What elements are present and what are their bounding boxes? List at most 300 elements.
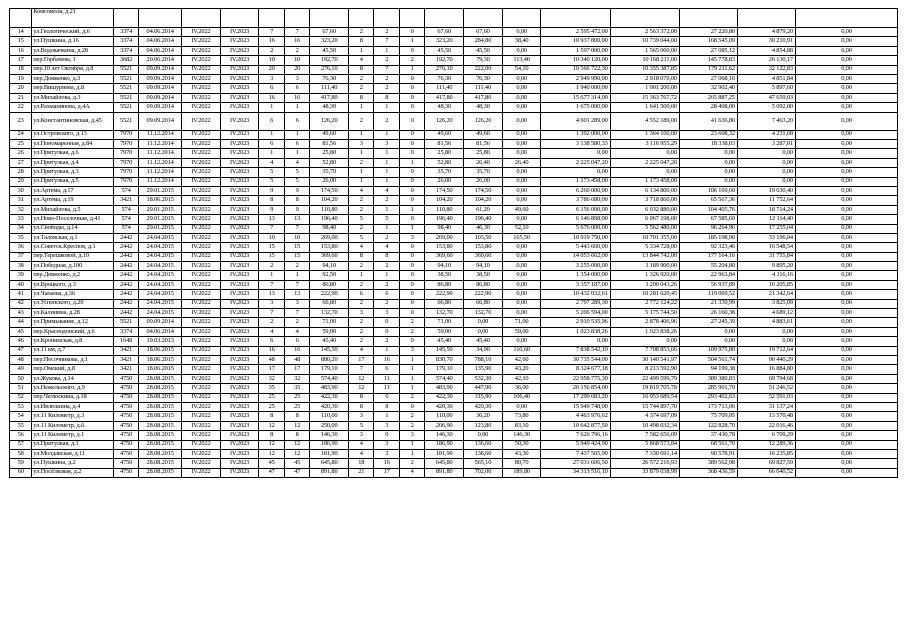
table-cell: 168 545,09 [679,37,737,46]
table-cell: 196,40 [464,215,503,224]
table-cell: 4 116,16 [737,271,795,280]
table-cell: 26,00 [425,177,464,186]
table-cell: 25,80 [310,149,349,158]
table-cell: 10 281 620,45 [610,290,679,299]
table-cell: IV.2022 [182,309,221,318]
table-cell: 10 739 044,00 [610,37,679,46]
table-cell: 0,00 [502,74,541,83]
table-cell: 1 [349,168,374,177]
cell [795,9,897,28]
table-cell: 10 [259,233,284,242]
table-cell: 17 [374,468,399,477]
table-cell: 0 [399,28,424,37]
table-cell: 2442 [113,309,138,318]
table-cell: 4750 [113,468,138,477]
cell [502,9,541,28]
table-cell: IV.2022 [182,158,221,167]
table-cell: 41 636,80 [679,112,737,130]
table-cell: 6 [284,84,309,93]
table-cell: 10 340 120,00 [541,56,610,65]
table-cell: 830,70 [425,355,464,364]
table-cell: 16 [374,459,399,468]
table-cell: IV.2023 [220,252,259,261]
address-cell: ул.Притулкая, д.6 [32,149,113,158]
table-cell: 3 290 043,26 [610,280,679,289]
table-cell: 17 299 683,20 [541,393,610,402]
table-cell: IV.2022 [182,355,221,364]
table-cell: IV.2022 [182,402,221,411]
table-cell: 1 [259,271,284,280]
table-cell: 0 [399,177,424,186]
table-cell: IV.2022 [182,205,221,214]
table-row [10,299,898,308]
table-cell: 2 [374,56,399,65]
table-cell: 2442 [113,271,138,280]
table-cell: 2442 [113,252,138,261]
table-cell: 0,00 [464,318,503,327]
table-cell: 153,80 [464,243,503,252]
table-cell: 5 206 594,00 [541,309,610,318]
table-cell: 153,80 [310,243,349,252]
table-cell: 81,56 [310,140,349,149]
table-cell: 16 953 689,54 [610,393,679,402]
table-cell: 25 [284,393,309,402]
table-cell: 1 392 000,00 [541,130,610,139]
table-cell: IV.2022 [182,327,221,336]
table-cell: 2 [349,205,374,214]
table-cell: 0,00 [795,262,897,271]
table-cell: 891,80 [425,468,464,477]
table-row [10,56,898,65]
table-cell: 1 [374,205,399,214]
row-number-cell: 50 [10,374,32,383]
table-cell: 2 [399,318,424,327]
table-row [10,440,898,449]
table-cell: 0,00 [795,65,897,74]
address-cell: ул.Михайлова, д.5 [32,205,113,214]
table-cell: 0,00 [541,168,610,177]
table-row [10,412,898,421]
table-cell: 3 [399,233,424,242]
table-cell: 0,00 [795,196,897,205]
table-cell: 0,00 [795,186,897,195]
table-cell: 2 [399,56,424,65]
table-cell: 106,40 [502,393,541,402]
table-row [10,346,898,355]
table-cell: 6 [284,112,309,130]
address-cell: ул.11 км, д.7 [32,346,113,355]
table-cell: 0,00 [795,93,897,102]
table-cell: 66,80 [310,299,349,308]
table-cell: 3 825,09 [737,299,795,308]
table-cell: 7 437 505,90 [541,449,610,458]
table-cell: IV.2023 [220,224,259,233]
housing-register-table [9,8,898,478]
table-cell: 31 137,24 [737,402,795,411]
row-number-cell: 20 [10,84,32,93]
table-cell: 222,90 [310,290,349,299]
table-cell: 6 [349,290,374,299]
table-cell: 0,00 [541,337,610,346]
table-cell: 76,30 [425,74,464,83]
table-cell: 0,00 [795,56,897,65]
table-cell: IV.2023 [220,158,259,167]
table-cell: 52 591,03 [737,393,795,402]
table-cell: 2 225 047,20 [610,158,679,167]
table-cell: 19.03.2013 [139,337,182,346]
table-cell: 34 313 516,10 [541,468,610,477]
table-cell: 0,00 [795,374,897,383]
cell [284,9,309,28]
table-cell: IV.2023 [220,93,259,102]
address-cell: ул.Посёлковая, д.2 [32,468,113,477]
table-cell: IV.2022 [182,65,221,74]
address-cell: ул.Притулкая, д.3 [32,168,113,177]
table-cell: 4 [284,327,309,336]
table-cell: 146,30 [310,431,349,440]
table-cell: 0 [399,243,424,252]
table-cell: 8 [284,412,309,421]
address-cell: ул.Притулкая, д.4 [32,158,113,167]
table-cell: 3374 [113,28,138,37]
table-cell: 285 901,70 [679,384,737,393]
table-cell: 0 [399,84,424,93]
table-cell: 9 [259,205,284,214]
table-cell: 6 [259,84,284,93]
table-cell: 3 [374,449,399,458]
table-cell: IV.2023 [220,215,259,224]
address-cell: ул.Победная, д.100 [32,262,113,271]
table-cell: 24.04.2015 [139,280,182,289]
table-cell: 75 709,05 [679,412,737,421]
continuation-row [10,9,898,28]
table-cell: 09.09.2014 [139,103,182,112]
table-cell: 5 092,00 [737,103,795,112]
table-cell: 98,40 [310,224,349,233]
table-cell: 76,30 [310,74,349,83]
table-cell: 0,00 [795,130,897,139]
address-cell: ул.Притулкая, д.5 [32,177,113,186]
table-cell: 5 334 728,00 [610,243,679,252]
table-cell: 3 116 955,29 [610,140,679,149]
row-number-cell: 28 [10,168,32,177]
table-cell: 2 [399,421,424,430]
table-cell: 15 744 897,70 [610,402,679,411]
table-cell: 265 887,25 [679,93,737,102]
table-cell: 2442 [113,290,138,299]
table-cell: 1 [399,384,424,393]
table-cell: 0 [399,262,424,271]
table-cell: 132,70 [464,309,503,318]
table-cell: 0 [374,327,399,336]
table-cell: 51 246,52 [737,384,795,393]
table-cell: 369,60 [425,252,464,261]
table-cell: IV.2022 [182,271,221,280]
cell [220,9,259,28]
table-row [10,140,898,149]
table-cell: 0,00 [795,299,897,308]
table-cell: 3 [349,140,374,149]
table-cell: 5 [374,215,399,224]
table-cell: 389 562,98 [679,459,737,468]
table-cell: 31 755,84 [737,252,795,261]
continued-address-cell: Комсомола, д.21 [32,9,113,28]
table-cell: 48,30 [425,103,464,112]
table-cell: 145,50 [310,346,349,355]
table-cell: 2 [374,299,399,308]
table-cell: 10 432 032,61 [541,290,610,299]
table-cell: 2 [349,299,374,308]
table-cell: 574 [113,215,138,224]
table-row [10,290,898,299]
table-cell: 0 [399,140,424,149]
table-cell: 1 675 000,00 [541,103,610,112]
row-number-cell: 22 [10,103,32,112]
table-cell: IV.2022 [182,365,221,374]
table-cell: 15 [284,252,309,261]
table-cell: 18.06.2015 [139,196,182,205]
table-cell: 18 [349,459,374,468]
table-cell: 15 [259,252,284,261]
table-cell: 12 [284,440,309,449]
address-cell: ул.Островского, д.13 [32,130,113,139]
table-cell: 0,00 [795,346,897,355]
table-cell: 16 [259,346,284,355]
address-cell: ул.Нежельского, д.9 [32,384,113,393]
table-cell: 10 701 355,00 [610,233,679,242]
table-cell: 09.09.2014 [139,93,182,102]
table-cell: 50,30 [502,440,541,449]
table-cell: 4 [349,243,374,252]
table-cell: 0,00 [502,28,541,37]
table-cell: IV.2022 [182,243,221,252]
table-cell: 04.06.2014 [139,46,182,55]
address-cell: ул.Рахманинова, д.4А [32,103,113,112]
table-cell: 2 [374,233,399,242]
table-row [10,262,898,271]
table-cell: 20 [284,65,309,74]
table-cell: 3421 [113,196,138,205]
table-cell: 0,00 [795,177,897,186]
table-cell: IV.2023 [220,412,259,421]
table-cell: 4 [399,468,424,477]
table-cell: 2442 [113,233,138,242]
table-cell: 4 [374,243,399,252]
table-cell: 8 [374,402,399,411]
table-cell: 2 [374,84,399,93]
table-cell: 109 975,80 [679,346,737,355]
table-cell: 2442 [113,262,138,271]
table-cell: IV.2023 [220,262,259,271]
table-cell: 126,20 [425,112,464,130]
address-cell: ул.Таловская, д.1 [32,233,113,242]
table-cell: 0,00 [795,112,897,130]
table-cell: 29.01.2015 [139,224,182,233]
table-cell: IV.2023 [220,365,259,374]
table-cell: 8 [349,402,374,411]
table-cell: 269,00 [425,233,464,242]
table-cell: 389 380,83 [679,374,737,383]
table-cell: 104,20 [464,196,503,205]
table-cell: 09.09.2014 [139,84,182,93]
table-cell: IV.2023 [220,205,259,214]
table-cell: 15 363 767,72 [610,93,679,102]
table-cell: 35,70 [425,168,464,177]
table-cell: 38,50 [464,271,503,280]
table-cell: 2 [284,262,309,271]
table-cell: 5521 [113,74,138,83]
table-cell: 8 [349,93,374,102]
table-cell: 0,00 [502,84,541,93]
table-cell: 92 323,46 [679,243,737,252]
table-cell: 12 [349,374,374,383]
table-cell: 86,80 [425,280,464,289]
table-cell: 1 [284,149,309,158]
table-cell: 186,90 [425,440,464,449]
table-cell: 6 [374,365,399,374]
table-cell: 3 [349,412,374,421]
table-cell: 0,00 [795,459,897,468]
table-cell: 4 [259,327,284,336]
table-cell: 4750 [113,402,138,411]
table-cell: 0,00 [795,318,897,327]
table-cell: 447,90 [464,384,503,393]
table-cell: 1 597 000,00 [541,46,610,55]
table-cell: 702,00 [464,468,503,477]
table-cell: 420,30 [310,402,349,411]
cell [113,9,138,28]
table-cell: 2 [374,262,399,271]
table-cell: 16 [374,355,399,364]
address-cell: пер.Челюскина, д.18 [32,393,113,402]
table-cell: 2 595 472,00 [541,28,610,37]
table-cell: 420,30 [425,402,464,411]
table-cell: 37 430,78 [679,431,737,440]
table-cell: 12 289,36 [737,440,795,449]
register-sheet [9,8,898,478]
table-cell: IV.2022 [182,140,221,149]
table-cell: 0,00 [737,337,795,346]
table-cell: 0,00 [795,205,897,214]
table-cell: 3 786 680,00 [541,196,610,205]
table-cell: 2 [349,158,374,167]
table-cell: 11 [374,374,399,383]
table-cell: 69 827,59 [737,459,795,468]
table-cell: 10 [284,56,309,65]
table-cell: 0 [399,252,424,261]
table-cell: 43,30 [502,449,541,458]
table-cell: 5 [349,421,374,430]
table-cell: 24.04.2015 [139,309,182,318]
table-cell: 8 [259,431,284,440]
table-cell: 17 [259,365,284,374]
table-cell: IV.2023 [220,140,259,149]
table-cell: 7 [259,280,284,289]
table-cell: 574 [113,186,138,195]
table-cell: 90 440,29 [737,355,795,364]
table-cell: 0,00 [610,149,679,158]
table-cell: 0,00 [795,28,897,37]
table-cell: 38,40 [502,37,541,46]
table-cell: 1 [399,365,424,374]
table-cell: 16 [259,37,284,46]
table-cell: 0,00 [502,337,541,346]
table-cell: 0 [399,149,424,158]
address-cell: ул.Ново-Поселочная, д.41 [32,215,113,224]
table-cell: 8 [349,37,374,46]
table-cell: 12 [259,449,284,458]
cell [610,9,679,28]
table-cell: IV.2023 [220,337,259,346]
table-cell: 111,40 [464,84,503,93]
table-cell: 69 794,68 [737,374,795,383]
table-cell: 2 [399,393,424,402]
row-number-cell: 29 [10,177,32,186]
table-cell: 1 [349,103,374,112]
table-cell: 18.06.2015 [139,365,182,374]
table-cell: 71,00 [310,318,349,327]
table-cell: 26 160,38 [679,309,737,318]
table-row [10,449,898,458]
table-cell: 6 260 000,00 [541,186,610,195]
table-cell: IV.2022 [182,112,221,130]
table-row [10,309,898,318]
table-cell: 35,70 [464,168,503,177]
table-cell: 4 [349,186,374,195]
table-cell: 28.08.2015 [139,431,182,440]
table-cell: 56 937,89 [679,280,737,289]
table-cell: 29.01.2015 [139,186,182,195]
table-cell: 3421 [113,346,138,355]
row-number-cell: 18 [10,65,32,74]
table-cell: 10 355 387,85 [610,65,679,74]
table-cell: 3374 [113,327,138,336]
table-cell: 45,50 [310,46,349,55]
table-cell: 0,00 [795,440,897,449]
table-cell: IV.2023 [220,271,259,280]
table-cell: 1 [399,205,424,214]
table-cell: IV.2022 [182,149,221,158]
address-cell: ул.Вроцкого, д.3 [32,280,113,289]
table-cell: 7 582 656,09 [610,431,679,440]
table-cell: 94,10 [310,262,349,271]
table-cell: 174,50 [425,186,464,195]
table-cell: IV.2022 [182,318,221,327]
table-cell: 0,00 [795,252,897,261]
table-cell: 90 578,91 [679,449,737,458]
table-cell: 1 364 160,00 [610,130,679,139]
table-cell: 132,70 [310,309,349,318]
table-row [10,84,898,93]
row-number-cell: 43 [10,309,32,318]
table-cell: 0,00 [795,280,897,289]
row-number-cell: 16 [10,46,32,55]
table-cell: 6 [259,140,284,149]
table-cell: 174,50 [310,186,349,195]
table-cell: 81,56 [425,140,464,149]
table-cell: 186,90 [310,440,349,449]
table-cell: 0,00 [502,186,541,195]
row-number-cell: 57 [10,440,32,449]
table-cell: 29.01.2015 [139,205,182,214]
table-cell: 0,00 [795,309,897,318]
table-cell: 11.12.2014 [139,177,182,186]
table-cell: 1 [349,177,374,186]
row-number-cell: 54 [10,412,32,421]
table-cell: IV.2023 [220,130,259,139]
table-cell: 47 [259,468,284,477]
cell [541,9,610,28]
